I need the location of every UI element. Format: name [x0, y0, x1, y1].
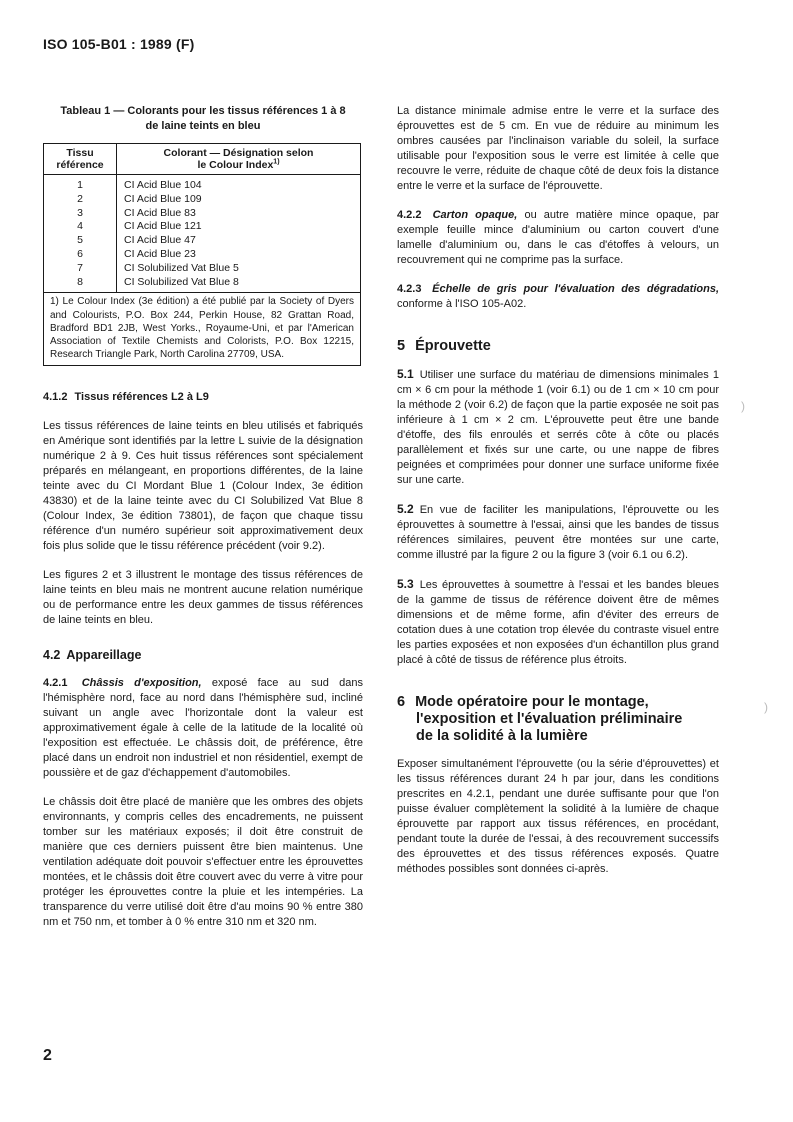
dye-cell: CI Acid Blue 109 — [124, 192, 202, 205]
paragraph-4-1-2-b: Les figures 2 et 3 illustrent le montage des tissus références de laine teints en bleu mais ne montrent aucune relation numérique ou de performance entre les deux gammes de tissus références de laine teints en bleu. — [43, 569, 363, 627]
table-caption-line2: de laine teints en bleu — [145, 120, 261, 132]
table-caption-line1: Tableau 1 — Colorants pour les tissus références 1 à 8 — [60, 105, 346, 117]
table-row — [44, 207, 361, 221]
section-title: Appareillage — [66, 648, 142, 663]
section-title: Carton opaque, — [432, 209, 518, 221]
dye-cell: CI Acid Blue 121 — [124, 220, 202, 233]
paragraph-4-2-1-a — [43, 676, 363, 781]
paragraph-text: Les éprouvettes à soumettre à l'essai et les bandes bleues de la gamme de tissus de référence doivent être de mêmes dimensions et de même forme, afin d'éviter des erreurs de cotation dues à une cotation trop élevée du contraste visuel entre les parties exposées et non exposées d'un échantillon plus grand placé à côté de tissus de référence plus étroits. — [397, 579, 719, 666]
table-caption — [43, 104, 363, 134]
table-row — [44, 234, 361, 248]
col-header-ref — [44, 144, 117, 175]
paragraph-text: Utiliser une surface du matériau de dimensions minimales 1 cm × 6 cm pour la méthode 1 (voir 6.1) ou de 1 cm × 10 cm pour la méthode 2 (voir 6.2) de façon que la partie exposée ne soit pas inférieure à 1 cm × 2 cm. L'éprouvette peut être une bande d'étoffe, des fils enroulés et serrés côte à côte ou placés parallèlement et fixés sur une carte, ou une nappe de fibres peignées et comprimées pour donner une surface uniforme fixée sur une carte. — [397, 369, 719, 486]
table-row — [44, 262, 361, 276]
section-number: 4.2.2 — [397, 209, 422, 221]
right-column — [397, 104, 719, 877]
page-number: 2 — [43, 1047, 52, 1064]
dye-cell: CI Acid Blue 47 — [124, 234, 196, 247]
section-number: 5 — [397, 338, 406, 354]
table-row — [44, 193, 361, 207]
col-header-dye-line1: Colorant — Désignation selon — [163, 147, 314, 159]
ref-cell: 1 — [44, 175, 117, 193]
dye-cell: CI Solubilized Vat Blue 5 — [124, 261, 239, 274]
paragraph-5-3 — [397, 577, 719, 668]
paragraph-4-2-1-c: La distance minimale admise entre le verre et la surface des éprouvettes est de 5 cm. En vue de réduire au minimum les ombres causées par l'inclinaison variable du soleil, la surface utilisable pour l'exposition sous le verre est limitée à celle que recouvre le verre, réduite de chaque côté de deux fois la distance entre le verre et la surface de l'éprouvette. — [397, 105, 719, 192]
paragraph-6: Exposer simultanément l'éprouvette (ou la série d'éprouvettes) et les tissus références durant 24 h par jour, dans les conditions prescrites en 4.2.1, pendant une durée suffisante pour que l'on puisse évaluer complètement la solidité à la lumière de chaque éprouvette par rapport aux tissus références, en procédant, pendant toute la durée de l'essai, à des recouvrement successifs des éprouvettes et des tissus références exposés. Quatre méthodes possibles sont données ci-après. — [397, 758, 719, 875]
paragraph-4-2-1-b: Le châssis doit être placé de manière que les ombres des objets environnants, y compris celles des encadrements, ne puissent tomber sur les matériaux exposés; il doit être construit de manière que ces derniers puissent être bien maintenus. Une ventilation adéquate doit pouvoir s'effectuer entre les éprouvettes montées, et le châssis doit être couvert avec du verre à vitre pour protéger les éprouvettes contre la pluie et les intempéries. La transparence du verre utilisé doit être d'au moins 90 % entre 380 nm et 750 nm, et tomber à 0 % entre 310 nm et 320 nm. — [43, 796, 363, 929]
table-row — [44, 175, 361, 193]
dye-cell: CI Acid Blue 104 — [124, 179, 202, 191]
document-header: ISO 105-B01 : 1989 (F) — [43, 36, 195, 52]
table-row — [44, 220, 361, 234]
section-title-line2: l'exposition et l'évaluation préliminaire — [416, 711, 683, 727]
heading-5 — [397, 338, 719, 355]
margin-mark: ) — [741, 399, 745, 413]
table-footnote: 1) Le Colour Index (3e édition) a été publié par la Society of Dyers and Colourists, P.O. Box 244, Perkin House, 82 Grattan Road, Bradford BD1 2JB, West Yorks., Royaume-Uni, et par l'American Association of Textile Chemists and Colorists, P.O. Box 12215, Research Triangle Park, North Carolina 27709, USA. — [44, 293, 361, 366]
left-column — [43, 104, 363, 930]
col-header-ref-line2: référence — [56, 159, 104, 171]
section-number: 5.1 — [397, 367, 414, 381]
table-footnote-row — [44, 293, 361, 366]
margin-mark: ) — [764, 700, 768, 714]
section-title-line1: Mode opératoire pour le montage, — [415, 694, 649, 710]
section-title: Tissus références L2 à L9 — [74, 391, 209, 404]
dye-cell: CI Acid Blue 83 — [124, 206, 196, 219]
section-number: 4.1.2 — [43, 391, 68, 404]
section-number: 4.2.3 — [397, 283, 422, 295]
footnote-ref: 1) — [273, 158, 280, 166]
section-number: 4.2.1 — [43, 677, 68, 690]
section-number: 5.3 — [397, 577, 414, 591]
ref-cell: 7 — [44, 262, 117, 276]
paragraph-4-1-2-a: Les tissus références de laine teints en bleu utilisés et fabriqués en Amérique sont identifiés par la lettre L suivie de la désignation numérique 2 à 9. Ces huit tissus références sont spécialement préparés en mélangeant, en proportions différentes, de la laine teinte avec du CI Mordant Blue 1 (Colour Index, 3e édition 43830) et de la laine teinte avec du CI Solubilized Vat Blue 8 (Colour Index, 3e édition 73801), de façon que chaque tissu référence d'un numéro supérieur soit approximativement deux fois plus solide que le tissu référence précédent (voir 9.2). — [43, 420, 363, 553]
heading-4-1-2 — [43, 390, 363, 405]
paragraph-4-2-2 — [397, 208, 719, 268]
ref-cell: 2 — [44, 193, 117, 207]
section-title: Châssis d'exposition, — [81, 677, 202, 690]
paragraph-5-2 — [397, 502, 719, 563]
col-header-dye-line2 — [119, 159, 358, 171]
paragraph-4-2-3 — [397, 282, 719, 312]
table-header-row — [44, 144, 361, 175]
col-header-dye — [117, 144, 361, 175]
paragraph-text: conforme à l'ISO 105-A02. — [397, 298, 527, 310]
paragraph-5-1 — [397, 367, 719, 488]
col-header-ref-line1: Tissu — [66, 147, 94, 159]
ref-cell: 3 — [44, 207, 117, 221]
dye-cell: CI Solubilized Vat Blue 8 — [124, 275, 239, 288]
paragraph-text: En vue de faciliter les manipulations, l'éprouvette ou les éprouvettes à soumettre à l'essai, ainsi que les bandes de tissus références similaires, peuvent être montées sur une carte, comme illustré par la figure 2 ou la figure 3 (voir 6.1 ou 6.2). — [397, 504, 719, 561]
heading-6-line1 — [397, 694, 719, 711]
ref-cell: 4 — [44, 220, 117, 234]
section-title: Échelle de gris pour l'évaluation des dégradations, — [432, 283, 719, 295]
section-title-line3: de la solidité à la lumière — [416, 728, 588, 744]
ref-cell: 8 — [44, 276, 117, 293]
dye-cell: CI Acid Blue 23 — [124, 247, 196, 260]
dye-table — [43, 143, 361, 366]
col-header-dye-text: le Colour Index — [197, 159, 274, 171]
section-number: 6 — [397, 694, 406, 710]
paragraph-text: ou autre matière mince opaque, par exemple feuille mince d'aluminium ou carton couvert d'une lamelle d'aluminium ou, dans le cas d'étoffes à velours, un recouvrement qui ne comprime pas la surface. — [397, 209, 720, 266]
section-title: Éprouvette — [415, 338, 491, 354]
table-row — [44, 276, 361, 293]
section-number: 5.2 — [397, 502, 414, 516]
section-number: 4.2 — [43, 648, 61, 663]
table-row — [44, 248, 361, 262]
paragraph-text: exposé face au sud dans l'hémisphère nord, face au nord dans l'hémisphère sud, incliné suivant un angle avec l'horizontale dont la valeur est approximativement égale à celle de la latitude de la localité où l'exposition est effectuée. Le châssis doit, de préférence, être placé dans un endroit non industriel et non résidentiel, exempt de poussière et de gaz d'échappement d'automobiles. — [43, 677, 363, 780]
heading-4-2 — [43, 648, 363, 664]
ref-cell: 6 — [44, 248, 117, 262]
heading-6 — [397, 694, 719, 745]
ref-cell: 5 — [44, 234, 117, 248]
